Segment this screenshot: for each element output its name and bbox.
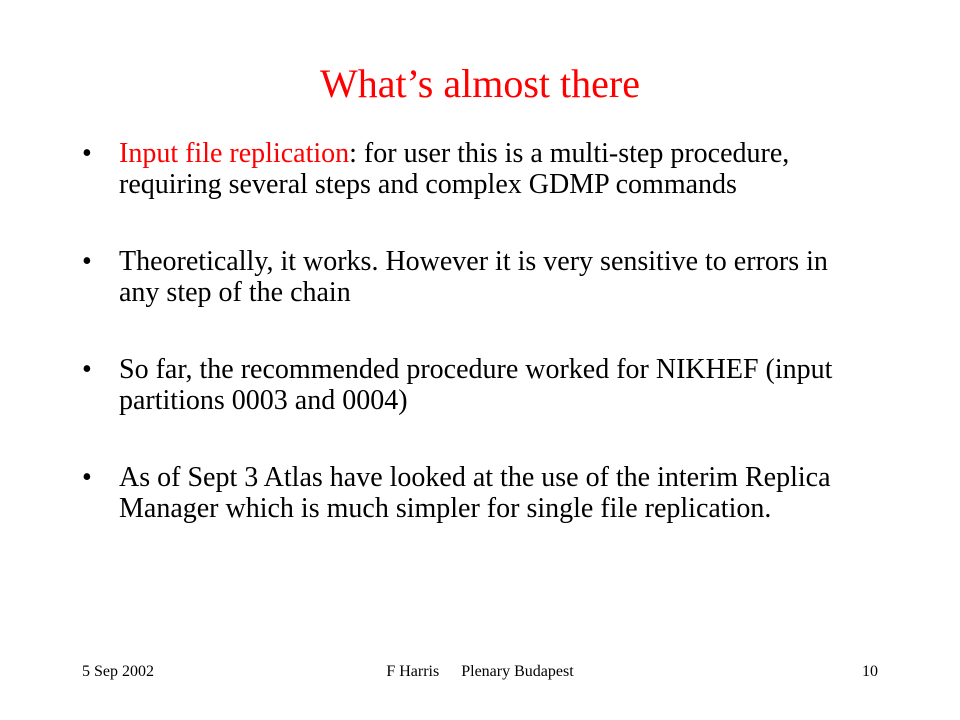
footer-date: 5 Sep 2002: [82, 663, 154, 680]
bullet-item: [82, 246, 862, 308]
bullet-glyph: •: [82, 138, 92, 169]
footer-event: Plenary Budapest: [461, 663, 574, 680]
footer-author: F Harris: [386, 663, 440, 680]
bullet-glyph: •: [82, 354, 92, 385]
bullet-glyph: •: [82, 246, 92, 277]
footer-page-number: 10: [862, 663, 878, 680]
bullet-glyph: •: [82, 462, 92, 493]
bullet-text: : for user this is a multi-step procedure, requiring several steps and complex GDMP commands: [119, 138, 790, 200]
bullet-text: So far, the recommended procedure worked for NIKHEF (input partitions 0003 and 0004): [119, 354, 833, 416]
footer-center: [0, 662, 960, 682]
bullet-item: [82, 354, 862, 416]
bullet-highlight: Input file replication: [119, 138, 350, 169]
bullet-text: Theoretically, it works. However it is very sensitive to errors in any step of the chain: [119, 246, 828, 308]
bullet-list: [82, 138, 862, 524]
bullet-text: As of Sept 3 Atlas have looked at the use of the interim Replica Manager which is much simpler for single file replication.: [119, 462, 831, 524]
bullet-item: [82, 138, 862, 200]
bullet-item: [82, 462, 862, 524]
slide-title: What’s almost there: [320, 61, 640, 106]
